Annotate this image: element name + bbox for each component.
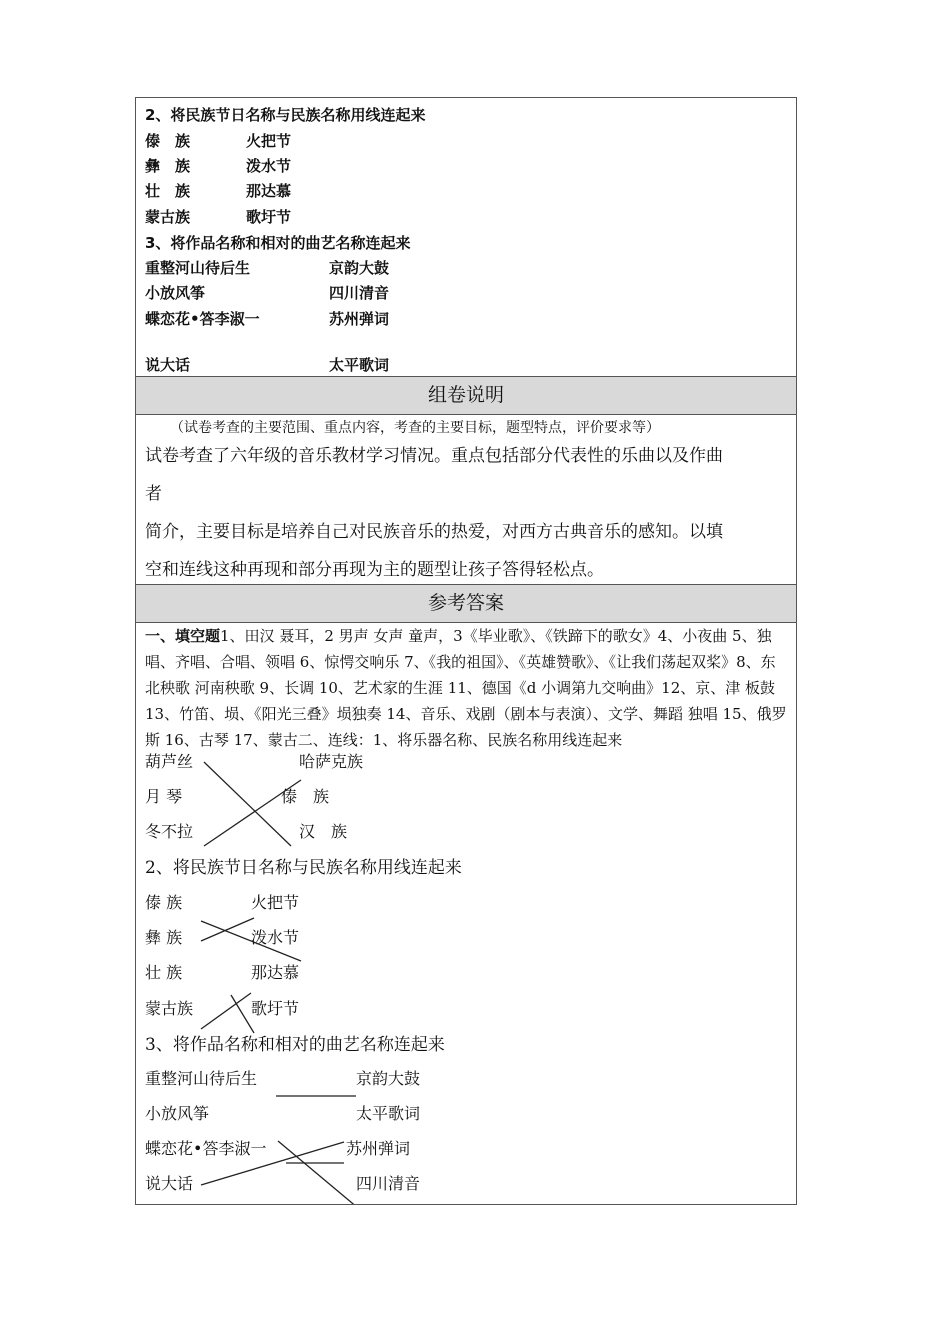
fill-text: 1、田汉 聂耳，2 男声 女声 童声，3《毕业歌》、《铁蹄下的歌女》4、小夜曲 5、独唱、齐唱、合唱、领唱 6、惊愕交响乐 7、《我的祖国》、《英雄赞歌》、《让我们荡起双桨》8、东北秧歌 河南秧歌 9、长调 10、艺术家的生涯 11、德国《d 小调第九交响曲》12、京、津 板鼓 13、竹笛、埙、《阳光三叠》埙独奏 14、音乐、戏剧（剧本与表演）、文学、舞蹈 独唱 15、俄罗斯 16、古琴 17、蒙古二、连线：1、将乐器名称、民族名称用线连起来: [145, 627, 787, 749]
explanation-body: [136, 415, 796, 585]
q2-right-item: 火把节: [246, 132, 292, 150]
answers-header: [136, 585, 796, 623]
link2-line: [201, 921, 301, 961]
q3-right-item: 苏州弹词: [329, 310, 390, 328]
link3-right: 太平歌词: [356, 1104, 421, 1123]
link3-right: 苏州弹词: [346, 1139, 411, 1158]
link3-left: 小放风筝: [145, 1104, 210, 1123]
q3-right-item: 京韵大鼓: [329, 259, 390, 277]
document-table: [135, 97, 797, 1205]
explanation-hint: （试卷考查的主要范围、重点内容，考查的主要目标，题型特点，评价要求等）: [170, 420, 660, 436]
link3-left: 重整河山待后生: [145, 1069, 258, 1088]
answers-body: [136, 623, 796, 1204]
fill-label: 一、填空题: [145, 627, 221, 645]
connection-lines: [136, 623, 796, 1204]
q2-left-item: 蒙古族: [145, 208, 191, 226]
q2-left-item: 彝 族: [145, 157, 191, 175]
question-section: [136, 98, 796, 377]
link2-left: 壮 族: [145, 963, 183, 982]
q2-title: 2、将民族节日名称与民族名称用线连起来: [145, 106, 426, 124]
q3-left-item: 说大话: [145, 356, 191, 374]
explanation-header-title: 组卷说明: [427, 384, 504, 406]
link1-right: 傣 族: [281, 787, 330, 806]
link1-left: 葫芦丝: [145, 752, 194, 771]
link1-right: 汉 族: [299, 822, 348, 841]
q3-title: 3、将作品名称和相对的曲艺名称连起来: [145, 234, 411, 252]
link2-left: 彝 族: [145, 928, 183, 947]
answers-header-title: 参考答案: [427, 592, 504, 614]
link1-line: [204, 780, 301, 846]
explanation-line: 简介，主要目标是培养自己对民族音乐的热爱，对西方古典音乐的感知。以填: [145, 522, 723, 542]
q2-right-item: 那达慕: [246, 182, 292, 200]
q3-right-item: 四川清音: [329, 284, 390, 302]
link2-left: 蒙古族: [145, 999, 194, 1018]
link2-right: 那达慕: [251, 963, 300, 982]
q3-right-item: 太平歌词: [329, 356, 390, 374]
link2-right: 火把节: [251, 893, 300, 912]
link2-line: [201, 918, 254, 941]
link2-right: 歌圩节: [251, 999, 300, 1018]
q2-right-item: 歌圩节: [246, 208, 292, 226]
q2-left-item: 傣 族: [145, 132, 191, 150]
q3-left-item: 小放风筝: [145, 284, 206, 302]
link1-left: 月 琴: [145, 787, 183, 806]
link2-title: 2、将民族节日名称与民族名称用线连起来: [145, 858, 462, 878]
link3-left: 蝶恋花•答李淑一: [145, 1139, 267, 1158]
link3-title: 3、将作品名称和相对的曲艺名称连起来: [145, 1035, 445, 1055]
link1-left: 冬不拉: [145, 822, 194, 841]
link3-left: 说大话: [145, 1174, 194, 1193]
q3-left-item: 重整河山待后生: [145, 259, 251, 277]
link2-right: 泼水节: [251, 928, 300, 947]
q2-right-item: 泼水节: [246, 157, 292, 175]
link2-line: [201, 993, 251, 1029]
link2-left: 傣 族: [145, 893, 183, 912]
q3-left-item: 蝶恋花•答李淑一: [145, 310, 260, 328]
q2-left-item: 壮 族: [145, 182, 191, 200]
explanation-header: [136, 377, 796, 415]
link3-right: 四川清音: [356, 1174, 421, 1193]
explanation-line: 者: [145, 484, 162, 504]
explanation-line: 试卷考查了六年级的音乐教材学习情况。重点包括部分代表性的乐曲以及作曲: [145, 446, 723, 466]
link1-right: 哈萨克族: [299, 752, 364, 771]
explanation-line: 空和连线这种再现和部分再现为主的题型让孩子答得轻松点。: [145, 560, 604, 580]
link1-line: [204, 762, 291, 846]
link2-line: [231, 995, 254, 1033]
link3-right: 京韵大鼓: [356, 1069, 421, 1088]
